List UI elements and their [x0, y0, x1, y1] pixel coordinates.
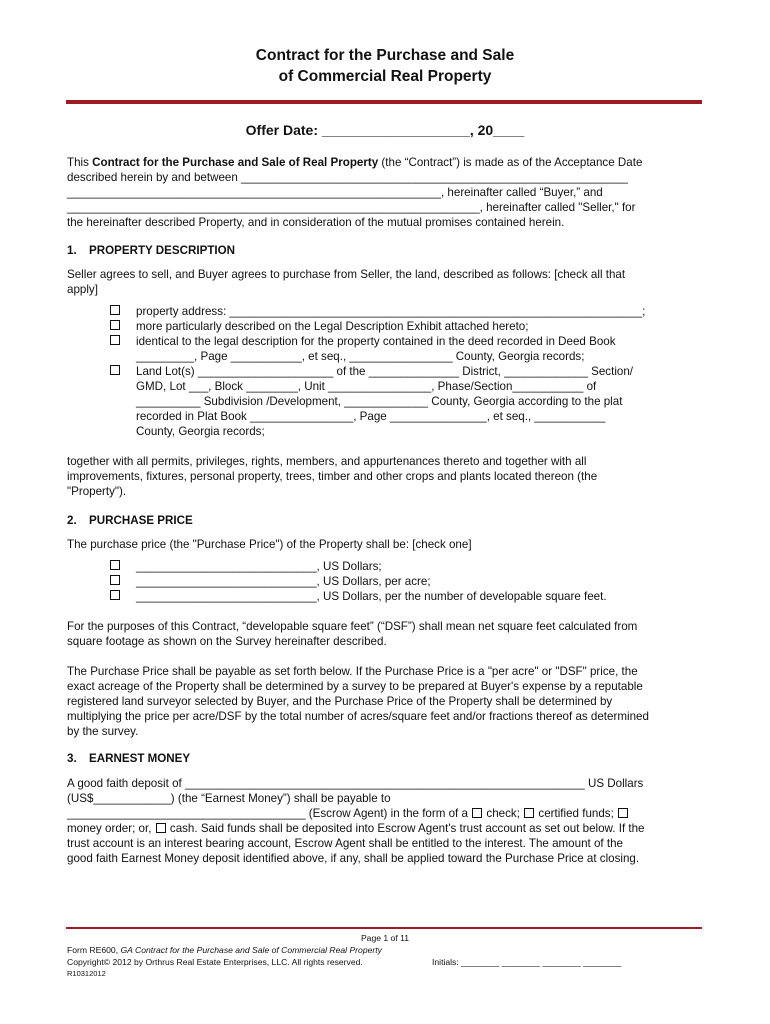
- s1-para-2-line-3: "Property").: [67, 485, 127, 498]
- s3-line-4: money order; or, cash. Said funds shall be deposited into Escrow Agent's trust account as set out below. If the: [67, 822, 645, 835]
- s1-para-2-line-1: together with all permits, privileges, rights, members, and appurtenances thereto and together with all: [67, 455, 587, 468]
- s1-option-4-line-1: Land Lot(s) _____________________ of the ______________ District, _____________ Section/: [136, 365, 634, 378]
- intro-line-5: the hereinafter described Property, and in consideration of the mutual promises contained herein.: [67, 216, 565, 229]
- certified-funds-checkbox[interactable]: [524, 808, 534, 818]
- s1-option-3-line-2: _________, Page ___________, et seq., ________________ County, Georgia records;: [136, 350, 585, 363]
- title-line-2: of Commercial Real Property: [278, 68, 492, 85]
- s2-para-3-line-2: exact acreage of the Property shall be determined by a survey to be prepared at Buyer's expense by a reputable: [67, 680, 643, 693]
- intro-line-3: __________________________________________________________, hereinafter called “Buyer,” and: [67, 186, 603, 199]
- s1-para-1-line-1: Seller agrees to sell, and Buyer agrees to purchase from Seller, the land, described as follows: [check all that: [67, 268, 626, 281]
- s1-option-1-checkbox[interactable]: [109, 304, 121, 319]
- revision-code: R10312012: [67, 969, 106, 978]
- s1-option-3-line-1: identical to the legal description for the property contained in the deed recorded in Deed Book: [136, 335, 616, 348]
- header-rule: [66, 100, 702, 104]
- intro-line-4: ________________________________________________________________, hereinafter called "Seller," for: [67, 201, 636, 214]
- footer-rule: [66, 927, 702, 929]
- s1-option-2-text: more particularly described on the Legal Description Exhibit attached hereto;: [136, 320, 529, 333]
- s3-line-2: (US$____________) (the “Earnest Money”) shall be payable to: [67, 792, 391, 805]
- s1-option-2-checkbox[interactable]: [109, 319, 121, 334]
- s2-para-3-line-1: The Purchase Price shall be payable as set forth below. If the Purchase Price is a "per acre" or "DSF" price, the: [67, 665, 638, 678]
- s2-option-2-checkbox[interactable]: [109, 574, 121, 589]
- section-1-heading: 1. PROPERTY DESCRIPTION: [67, 244, 236, 257]
- s3-line-6: good faith Earnest Money deposit identified above, if any, shall be applied toward the Purchase Price at closing.: [67, 852, 640, 865]
- copyright: Copyright© 2012 by Orthrus Real Estate Enterprises, LLC. All rights reserved.: [67, 957, 363, 967]
- s1-option-4-checkbox[interactable]: [109, 364, 121, 379]
- s3-line-3: _____________________________________ (Escrow Agent) in the form of a check; certified funds;: [67, 806, 629, 821]
- checkbox-icon: [110, 365, 120, 375]
- s1-option-4-line-5: County, Georgia records;: [136, 425, 265, 438]
- checkbox-icon: [110, 560, 120, 570]
- s2-option-1-text: ____________________________, US Dollars;: [136, 560, 382, 573]
- s2-para-3-line-3: registered land surveyor selected by Buyer, and the Purchase Price of the Property shall be determined by: [67, 695, 613, 708]
- s1-option-3-checkbox[interactable]: [109, 334, 121, 349]
- s1-option-4-line-4: recorded in Plat Book ________________, Page _______________, et seq., ___________: [136, 410, 606, 423]
- initials-line: Initials: ________ ________ ________ ________: [432, 957, 622, 967]
- checkbox-icon: [110, 575, 120, 585]
- s2-option-3-text: ____________________________, US Dollars, per the number of developable square feet.: [136, 590, 607, 603]
- s2-para-3-line-4: multiplying the price per acre/DSF by the total number of acres/square feet and/or fractions thereof as determined: [67, 710, 649, 723]
- s2-para-2-line-2: square footage as shown on the Survey hereinafter described.: [67, 635, 387, 648]
- check-checkbox[interactable]: [472, 808, 482, 818]
- cash-checkbox[interactable]: [156, 823, 166, 833]
- offer-date: Offer Date: ___________________, 20____: [245, 122, 525, 138]
- form-label: Form RE600, GA Contract for the Purchase and Sale of Commercial Real Property: [67, 945, 382, 955]
- s1-para-2-line-2: improvements, fixtures, personal property, trees, timber and other crops and plants located thereon (the: [67, 470, 598, 483]
- s2-option-1-checkbox[interactable]: [109, 559, 121, 574]
- section-2-heading: 2. PURCHASE PRICE: [67, 514, 193, 527]
- s1-option-4-line-3: __________ Subdivision /Development, _____________ County, Georgia according to the plat: [136, 395, 623, 408]
- s1-option-4-line-2: GMD, Lot ___, Block ________, Unit ________________, Phase/Section___________ of: [136, 380, 597, 393]
- s1-option-1-text: property address: ________________________________________________________________;: [136, 305, 646, 318]
- checkbox-icon: [110, 305, 120, 315]
- s2-option-3-checkbox[interactable]: [109, 589, 121, 604]
- s2-option-2-text: ____________________________, US Dollars, per acre;: [136, 575, 431, 588]
- s2-para-3-line-5: by the survey.: [67, 725, 139, 738]
- title-line-1: Contract for the Purchase and Sale: [255, 47, 515, 64]
- s2-para-2-line-1: For the purposes of this Contract, “developable square feet” (“DSF”) shall mean net square feet calculated from: [67, 620, 638, 633]
- s3-line-5: trust account is an interest bearing account, Escrow Agent shall be entitled to the interest. The amount of the: [67, 837, 623, 850]
- money-order-checkbox[interactable]: [618, 808, 628, 818]
- checkbox-icon: [110, 335, 120, 345]
- checkbox-icon: [110, 590, 120, 600]
- checkbox-icon: [110, 320, 120, 330]
- s1-para-1-line-2: apply]: [67, 283, 98, 296]
- intro-line-1: This Contract for the Purchase and Sale of Real Property (the “Contract”) is made as of the Acceptance Date: [67, 156, 643, 169]
- s2-para-1: The purchase price (the "Purchase Price") of the Property shall be: [check one]: [67, 538, 472, 551]
- page-number: Page 1 of 11: [360, 933, 410, 943]
- section-3-heading: 3. EARNEST MONEY: [67, 752, 191, 765]
- s3-line-1: A good faith deposit of ______________________________________________________________ US Dollars: [67, 777, 644, 790]
- intro-line-2: described herein by and between ____________________________________________________________: [67, 171, 628, 184]
